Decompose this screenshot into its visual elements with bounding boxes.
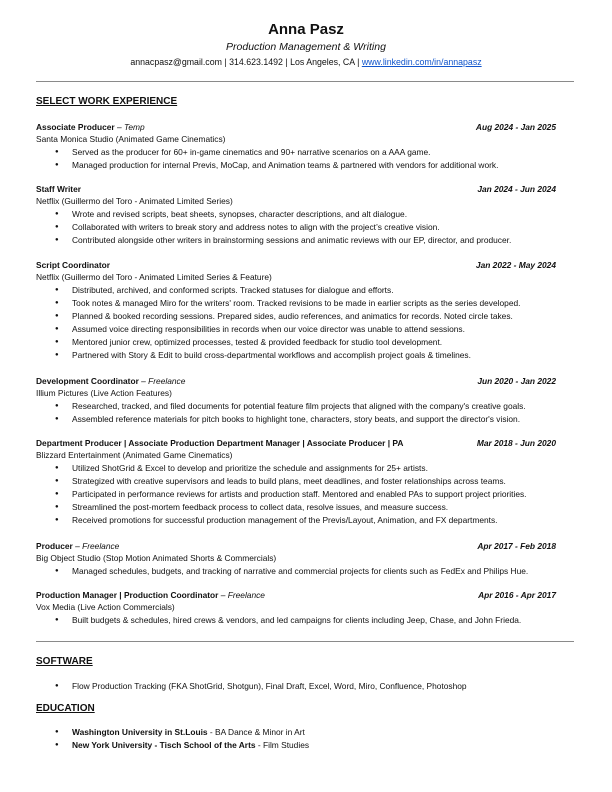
company-name: Santa Monica Studio (Animated Game Cinematics): [36, 134, 226, 144]
job-bullets: [36, 462, 556, 527]
software-item: ● Flow Production Tracking (FKA ShotGrid, Shotgun), Final Draft, Excel, Word, Miro, Confluence, Photoshop: [36, 680, 576, 693]
job-title: Department Producer | Associate Production Department Manager | Associate Producer | PA: [36, 438, 404, 448]
education-item: [36, 739, 576, 752]
job-entry: [36, 375, 556, 426]
job-header: [36, 121, 556, 133]
job-header: [36, 540, 556, 552]
job-dates: Mar 2018 - Jun 2020: [476, 438, 556, 448]
bullet-item: ● Mentored junior crew, optimized processes, tested & provided feedback for studio tool development.: [36, 336, 556, 349]
job-type: – Freelance: [72, 541, 120, 551]
bullet-item: ● Utilized ShotGrid & Excel to develop and prioritize the schedule and assignments for 25+ artists.: [36, 462, 556, 475]
company-name: Big Object Studio (Stop Motion Animated Shorts & Commercials): [36, 553, 277, 563]
bullet-item: ● Partnered with Story & Edit to build cross-departmental workflows and accomplish project goals & timelines.: [36, 349, 556, 362]
bullet-item: ● Streamlined the post-mortem feedback process to collect data, resolve issues, and measure success.: [36, 501, 556, 514]
bullet-item: ● Assembled reference materials for pitch books to highlight tone, characters, story beats, and support the director's vision.: [36, 413, 556, 426]
job-bullets: [36, 400, 556, 426]
job-header: [36, 259, 556, 271]
job-title: Production Manager | Production Coordinator: [36, 590, 219, 600]
job-header: [36, 437, 556, 449]
job-title: Associate Producer: [36, 122, 115, 132]
header-divider: [36, 81, 574, 82]
section-heading-software: SOFTWARE: [36, 656, 93, 667]
job-bullets: [36, 208, 556, 247]
bullet-item: ● Took notes & managed Miro for the writers' room. Tracked revisions to be made in earlier scripts as the series developed.: [36, 297, 556, 310]
contact-line: [0, 57, 612, 67]
school-name: New York University - Tisch School of the Arts: [72, 740, 256, 750]
job-bullets: [36, 565, 556, 578]
job-title: Producer: [36, 541, 73, 551]
job-dates: Jan 2024 - Jun 2024: [477, 184, 556, 194]
degree-detail: - BA Dance & Minor in Art: [207, 727, 305, 737]
job-type: – Freelance: [218, 590, 265, 600]
bullet-item: ● Assumed voice directing responsibilities in records when our voice director was unable to attend sessions.: [36, 323, 556, 336]
linkedin-link[interactable]: www.linkedin.com/in/annapasz: [361, 57, 482, 67]
job-entry: [36, 183, 556, 247]
section-heading-education: EDUCATION: [36, 703, 95, 714]
section-heading-experience: SELECT WORK EXPERIENCE: [36, 96, 178, 107]
degree-detail: - Film Studies: [255, 740, 310, 750]
bullet-item: ● Researched, tracked, and filed documents for potential feature film projects that aligned with the company's creative goals.: [36, 400, 556, 413]
bullet-item: ● Served as the producer for 60+ in-game cinematics and 90+ narrative scenarios on a AAA game.: [36, 146, 556, 159]
job-dates: Aug 2024 - Jan 2025: [475, 122, 556, 132]
job-entry: [36, 540, 556, 578]
bullet-item: ● Strategized with creative supervisors and leads to build plans, meet deadlines, and foster relationships across teams.: [36, 475, 556, 488]
job-type: – Freelance: [138, 376, 186, 386]
job-dates: Apr 2017 - Feb 2018: [477, 541, 556, 551]
school-name: Washington University in St.Louis: [72, 727, 208, 737]
job-dates: Jun 2020 - Jan 2022: [477, 376, 556, 386]
company-name: Illium Pictures (Live Action Features): [36, 388, 172, 398]
bullet-item: ● Built budgets & schedules, hired crews & vendors, and led campaigns for clients including Jeep, Chase, and John Frieda.: [36, 614, 556, 627]
bullet-item: ● Managed schedules, budgets, and tracking of narrative and commercial projects for clients such as FedEx and Philips Hue.: [36, 565, 556, 578]
job-title: Development Coordinator: [36, 376, 139, 386]
company-name: Blizzard Entertainment (Animated Game Cinematics): [36, 450, 233, 460]
education-list: [36, 726, 576, 752]
professional-title: Production Management & Writing: [226, 41, 386, 53]
bullet-item: ● Planned & booked recording sessions. Prepared sides, audio references, and animatics for records. Noted circle takes.: [36, 310, 556, 323]
job-header: [36, 589, 556, 601]
company-name: Netflix (Guillermo del Toro - Animated Limited Series & Feature): [36, 272, 272, 282]
job-title: Script Coordinator: [36, 260, 110, 270]
company-name: Netflix (Guillermo del Toro - Animated Limited Series): [36, 196, 233, 206]
job-title: Staff Writer: [36, 184, 81, 194]
candidate-name: Anna Pasz: [268, 21, 344, 38]
job-bullets: [36, 614, 556, 627]
section-divider: [36, 641, 574, 642]
job-entry: [36, 121, 556, 172]
education-item: [36, 726, 576, 739]
bullet-item: ● Managed production for internal Previs, MoCap, and Animation teams & partnered with vendors for additional work.: [36, 159, 556, 172]
job-dates: Jan 2022 - May 2024: [475, 260, 556, 270]
bullet-item: ● Wrote and revised scripts, beat sheets, synopses, character descriptions, and alt dialogue.: [36, 208, 556, 221]
contact-details: annacpasz@gmail.com | 314.623.1492 | Los Angeles, CA |: [130, 57, 362, 67]
bullet-item: ● Collaborated with writers to break story and address notes to align with the project’s creative vision.: [36, 221, 556, 234]
bullet-item: ● Distributed, archived, and conformed scripts. Tracked statuses for dialogue and efforts.: [36, 284, 556, 297]
job-dates: Apr 2016 - Apr 2017: [478, 590, 556, 600]
bullet-item: ● Received promotions for successful production management of the Previs/Layout, Animation, and FX departments.: [36, 514, 556, 527]
job-header: [36, 183, 556, 195]
job-bullets: [36, 284, 556, 362]
bullet-item: ● Participated in performance reviews for artists and production staff. Mentored and enabled PAs to support project priorities.: [36, 488, 556, 501]
job-entry: [36, 259, 556, 362]
software-list: [36, 680, 576, 693]
job-header: [36, 375, 556, 387]
job-entry: [36, 437, 556, 527]
job-type: – Temp: [114, 122, 145, 132]
bullet-item: ● Contributed alongside other writers in brainstorming sessions and animatic reviews with our EP, director, and producer.: [36, 234, 556, 247]
job-bullets: [36, 146, 556, 172]
job-entry: [36, 589, 556, 627]
company-name: Vox Media (Live Action Commercials): [36, 602, 175, 612]
